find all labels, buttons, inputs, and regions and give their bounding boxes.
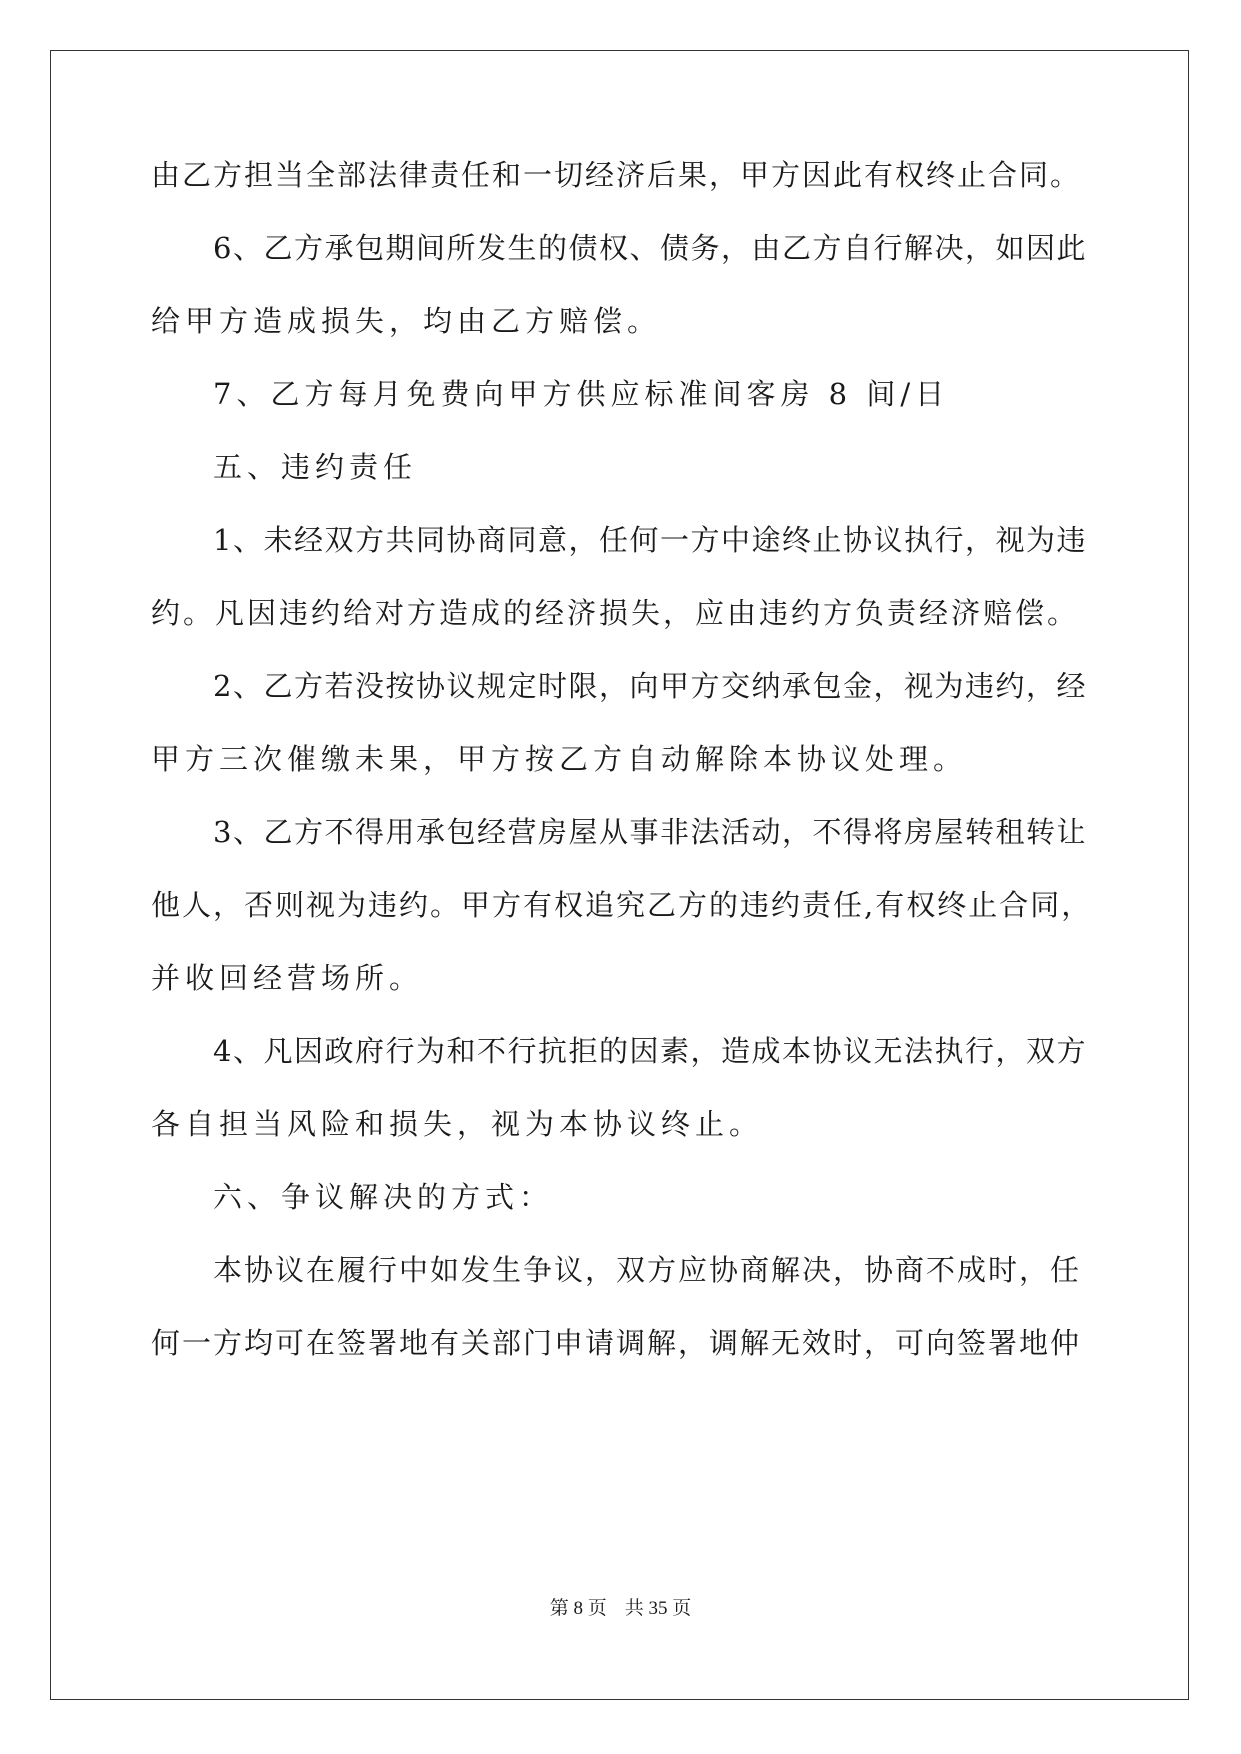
- page-number: 第 8 页: [549, 1598, 607, 1619]
- paragraph-line: 6、乙方承包期间所发生的债权、债务，由乙方自行解决，如因此: [213, 231, 1087, 265]
- paragraph-line: 4、凡因政府行为和不行抗拒的因素，造成本协议无法执行，双方: [213, 1034, 1087, 1068]
- page-total: 共 35 页: [624, 1598, 692, 1619]
- paragraph-line: 7、乙方每月免费向甲方供应标准间客房 8 间/日: [213, 377, 950, 411]
- paragraph-line: 2、乙方若没按协议规定时限，向甲方交纳承包金，视为违约，经: [213, 669, 1087, 703]
- page-footer: [0, 1597, 1241, 1621]
- paragraph-line: 本协议在履行中如发生争议，双方应协商解决，协商不成时，任: [213, 1253, 1082, 1287]
- paragraph-line: 给甲方造成损失，均由乙方赔偿。: [151, 304, 662, 338]
- paragraph-line: 并收回经营场所。: [151, 961, 424, 995]
- paragraph-line: 约。凡因违约给对方造成的经济损失，应由违约方负责经济赔偿。: [151, 596, 1080, 630]
- paragraph-line: 他人，否则视为违约。甲方有权追究乙方的违约责任,有权终止合同，: [151, 888, 1093, 922]
- paragraph-line: 1、未经双方共同协商同意，任何一方中途终止协议执行，视为违: [213, 523, 1087, 557]
- page-border: [50, 50, 1189, 1700]
- paragraph-line: 由乙方担当全部法律责任和一切经济后果，甲方因此有权终止合同。: [151, 158, 1082, 192]
- section-heading: 六、争议解决的方式：: [213, 1180, 554, 1214]
- paragraph-line: 甲方三次催缴未果，甲方按乙方自动解除本协议处理。: [151, 742, 968, 776]
- paragraph-line: 各自担当风险和损失，视为本协议终止。: [151, 1107, 764, 1141]
- section-heading: 五、违约责任: [213, 450, 418, 484]
- paragraph-line: 何一方均可在签署地有关部门申请调解，调解无效时，可向签署地仲: [151, 1326, 1082, 1360]
- paragraph-line: 3、乙方不得用承包经营房屋从事非法活动，不得将房屋转租转让: [213, 815, 1087, 849]
